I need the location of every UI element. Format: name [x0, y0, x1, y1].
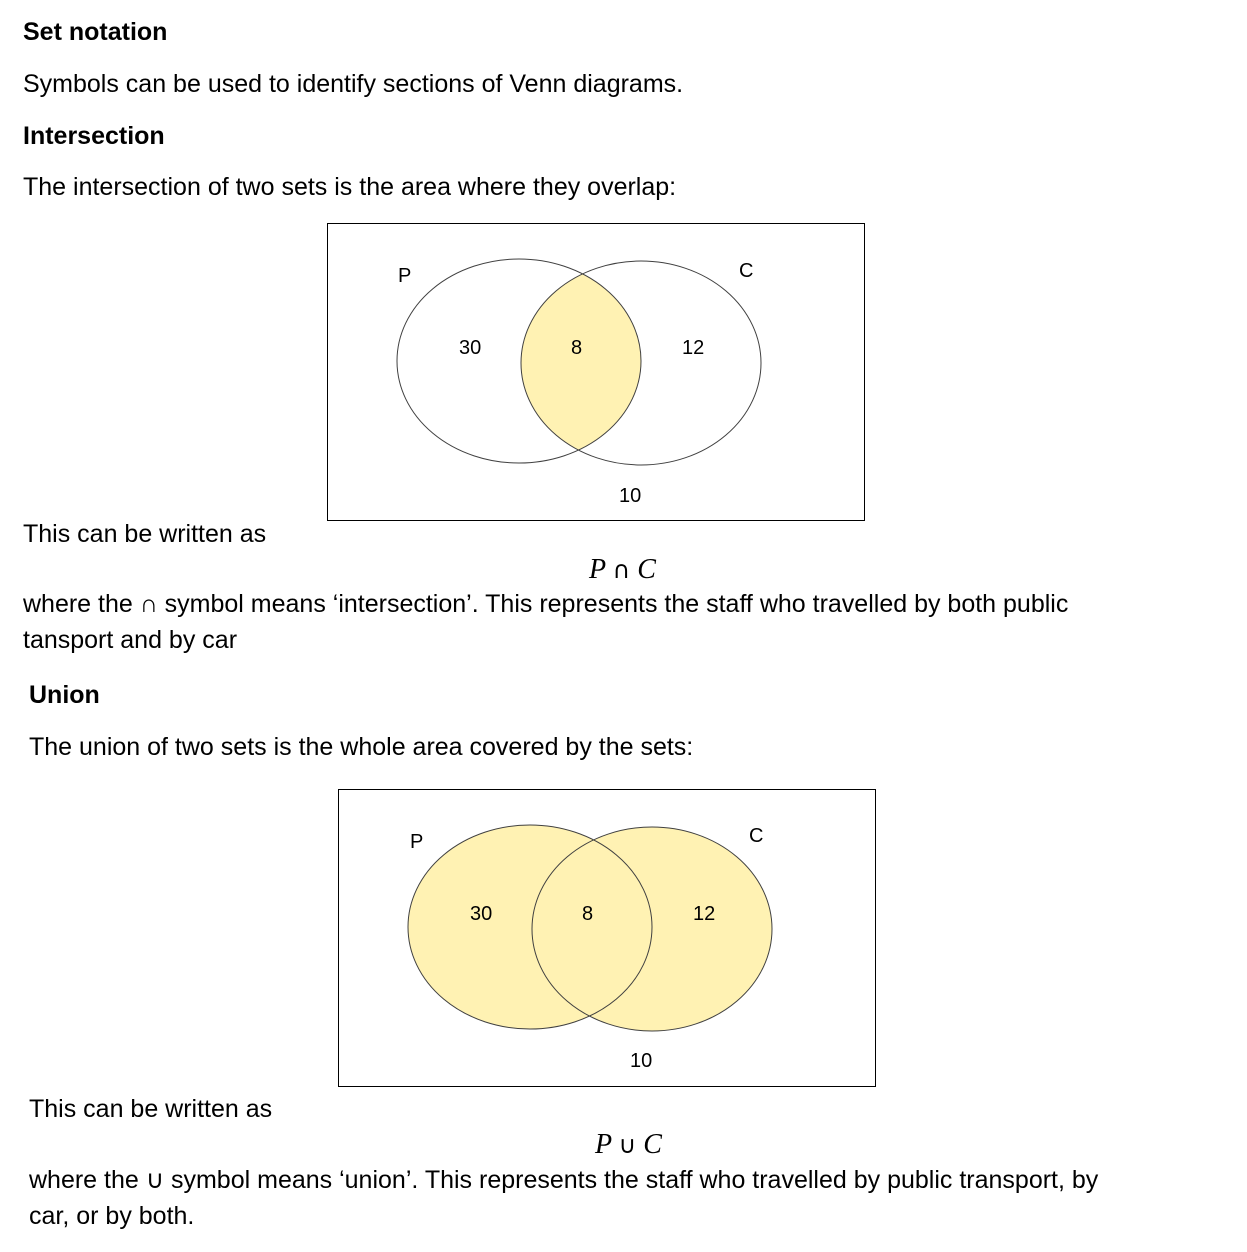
intersection-heading: Intersection [23, 122, 165, 150]
notation-left: P [589, 554, 606, 585]
union-venn-diagram [338, 789, 877, 1089]
intersection-value: 8 [571, 337, 583, 359]
intersection-explanation-line1: where the ∩ symbol means ‘intersection’. This represents the staff who travelled by both public [23, 590, 1069, 618]
intro-text: Symbols can be used to identify sections of Venn diagrams. [23, 70, 684, 98]
union-written-as: This can be written as [29, 1095, 273, 1123]
c-only-value: 12 [682, 337, 705, 359]
set-c-label: C [739, 260, 754, 282]
intersection-description: The intersection of two sets is the area where they overlap: [23, 173, 677, 201]
intersection-value: 8 [582, 903, 594, 925]
union-symbol: ∪ [618, 1131, 637, 1159]
set-c-label: C [749, 825, 764, 847]
intersection-explanation-line2: tansport and by car [23, 626, 238, 654]
neither-value: 10 [619, 485, 642, 507]
c-only-value: 12 [693, 903, 716, 925]
intersection-venn-diagram [327, 223, 866, 523]
set-p-label: P [410, 831, 424, 853]
union-description: The union of two sets is the whole area covered by the sets: [29, 733, 694, 761]
union-notation [595, 1129, 662, 1161]
p-only-value: 30 [459, 337, 482, 359]
p-only-value: 30 [470, 903, 493, 925]
notation-right: C [643, 1129, 662, 1160]
page-title: Set notation [23, 18, 168, 46]
union-heading: Union [29, 681, 100, 709]
neither-value: 10 [630, 1050, 653, 1072]
intersection-symbol: ∩ [612, 556, 631, 584]
union-explanation-line2: car, or by both. [29, 1202, 195, 1230]
intersection-written-as: This can be written as [23, 520, 267, 548]
union-explanation-line1: where the ∪ symbol means ‘union’. This represents the staff who travelled by public transport, by [29, 1166, 1099, 1194]
notation-right: C [637, 554, 656, 585]
set-p-label: P [398, 265, 412, 287]
notation-left: P [595, 1129, 612, 1160]
intersection-notation [589, 554, 656, 586]
